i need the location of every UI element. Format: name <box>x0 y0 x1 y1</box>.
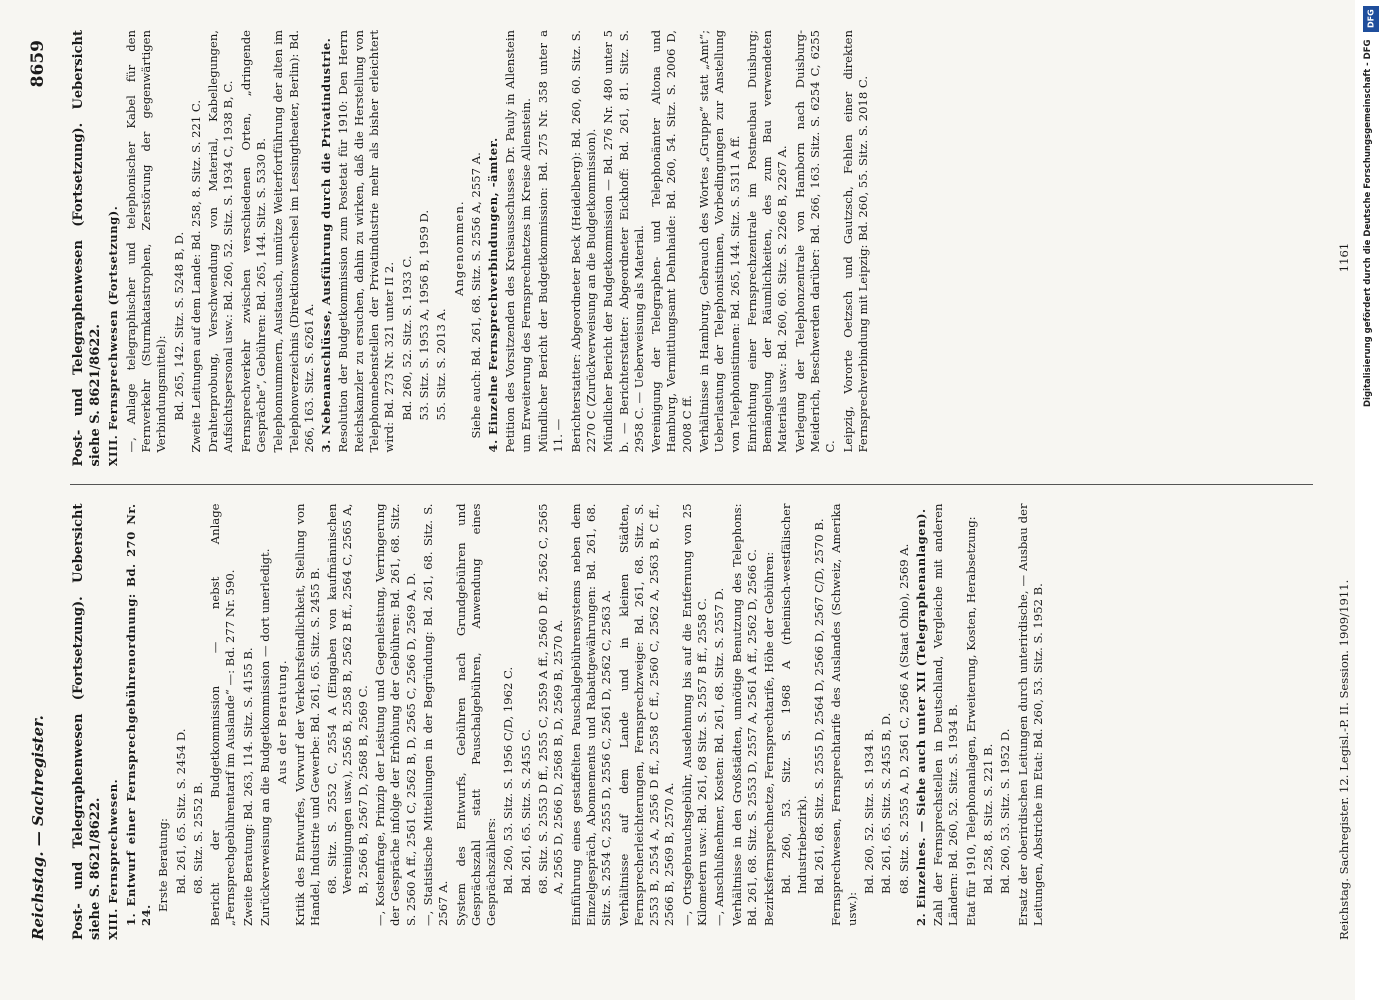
register-entry: 55. Sitz. S. 2013 A. <box>434 308 449 421</box>
register-entry: Leipzig, Vororte Oetzsch und Gautzsch, Fehlen einer direkten Fernsprechverbindung mit Leipzig: Bd. 260, 55. Sitz. S. 2018 C. <box>840 30 870 453</box>
register-entry: Verhältnisse in Hamburg, Gebrauch des Wortes „Gruppe“ statt „Amt“; Ueberlastung der Telephonistinnen, Vorbedingungen zur Anstellung von Telephonistinnen: Bd. 265, 144. Sitz. S. 5311 A ff. <box>697 30 742 453</box>
register-entry: Post- und Telegraphenwesen (Fortsetzung). Uebersicht siehe S. 8621/8622. <box>71 503 104 940</box>
digitization-note: Digitalisierung gefördert durch die Deutsche Forschungsgemeinschaft - DFG <box>1363 40 1373 408</box>
page-header <box>18 40 58 940</box>
page-number: 8659 <box>28 40 48 88</box>
register-entry: Bd. 260, 53. Sitz. S. 1968 A (rheinisch-westfälischer Industriebezirk). <box>779 503 809 894</box>
register-entry: 53. Sitz. S. 1953 A, 1956 B, 1959 D. <box>416 209 431 421</box>
register-entry: 68. Sitz. S. 2552 B. <box>190 781 205 894</box>
register-entry: 3. Nebenanschlüsse, Ausführung durch die Privatindustrie. <box>319 37 334 453</box>
register-entry: Einführung eines gestaffelten Pauschalgebührensystems neben dem Einzelgespräch, Abonnements und Rabattgewährungen: Bd. 261, 68. Sitz. S. 2554 C, 2555 D, 2556 C, 2561 D, 2562 C, 2563 A. <box>568 503 614 926</box>
left-column <box>70 504 1313 941</box>
register-entry: —, Anlage telegraphischer und telephonischer Kabel für den Fernverkehr (Sturmkatastrophen, Zerstörung der gegenwärtigen Verbindungsmittel): <box>123 30 169 453</box>
register-entry: Bd. 260, 53. Sitz. S. 1956 C/D, 1962 C. <box>501 666 516 894</box>
register-entry: System des Entwurfs, Gebühren nach Grundgebühren und Gesprächszahl statt Pauschalgebühren, Anwendung eines Gesprächszählers: <box>453 503 499 926</box>
register-entry: XIII. Fernsprechwesen. <box>106 778 121 940</box>
column-divider <box>70 485 1313 486</box>
register-entry: 2. Einzelnes. — Siehe auch unter XII (Telegraphenanlagen). <box>913 508 928 926</box>
register-entry: Zurückverweisung an die Budgetkommission — dort unerledigt. <box>257 548 272 926</box>
register-entry: Petition des Vorsitzenden des Kreisausschusses Dr. Pauly in Allenstein um Erweiterung des Fernsprechnetzes im Kreise Allenstein. <box>503 30 533 453</box>
register-entry: —, Statistische Mitteilungen in der Begründung: Bd. 261, 68. Sitz. S. 2567 A. <box>420 503 451 926</box>
footer-sheet-number: 1161 <box>1337 242 1351 273</box>
register-entry: —, Ortsgebrauchsgebühr, Ausdehnung bis auf die Entfernung von 25 Kilometern usw.: Bd. 261, 68 Sitz. S. 2557 B ff., 2558 C. <box>679 503 709 926</box>
register-entry: Resolution der Budgetkommission zum Postetat für 1910: Den Herrn Reichskanzler zu ersuchen, dahin zu wirken, daß die Herstellung von Telephonnebenstellen der Privatindustrie mehr als bisher erleichtert wird: Bd. 273 Nr. 321 unter II 2. <box>336 30 397 453</box>
register-entry: Bd. 261, 65. Sitz. S. 2455 C. <box>518 729 533 894</box>
register-entry: Angenommen. <box>451 200 466 297</box>
register-entry: Kritik des Entwurfes, Vorwurf der Verkehrsfeindlichkeit, Stellung von Handel, Industrie und Gewerbe: Bd. 261, 65. Sitz. S. 2455 B. <box>292 503 322 926</box>
footer-imprint: Reichstag. Sachregister. 12. Legisl.-P. II. Session. 1909/1911. <box>1337 579 1351 940</box>
register-entry: Ersatz der oberirdischen Leitungen durch unterirdische, — Ausbau der Leitungen, Abstriche im Etat: Bd. 260, 53. Sitz. S. 1952 B. <box>1015 503 1045 926</box>
register-entry: Aus der Beratung. <box>275 659 290 785</box>
register-entry: Telephonnummern, Austausch, unnütze Weiterfortführung der alten im Telephonverzeichnis (Direktionswechsel im Lessingtheater, Berlin): Bd. 266, 163. Sitz. S. 6261 A. <box>271 30 316 453</box>
register-entry: XIII. Fernsprechwesen (Fortsetzung). <box>106 205 121 467</box>
register-entry: Bd. 265, 142. Sitz. S. 5248 B, D. <box>171 231 186 421</box>
register-entry: 68. Sitz. S. 2553 D ff., 2555 C, 2559 A ff., 2560 D ff., 2562 C, 2565 A, 2565 D, 2566 D, 2568 B, D, 2569 B, 2570 A. <box>536 503 566 894</box>
register-entry: Bd. 261, 65. Sitz. S. 2454 D. <box>173 728 188 894</box>
register-entry: Erste Beratung: <box>156 818 171 912</box>
register-entry: Fernsprechwesen, Fernsprechtarife des Auslandes (Schweiz, Amerika usw.): <box>829 503 859 926</box>
register-entry: Berichterstatter: Abgeordneter Beck (Heidelberg): Bd. 260, 60. Sitz. S. 2270 C (Zurückverweisung an die Budgetkommission). <box>568 30 598 453</box>
register-entry: Verhältnisse in den Großstädten, unnötige Benutzung des Telephons: Bd. 261, 68. Sitz. S. 2553 D, 2557 A, 2561 A ff., 2562 D, 2566 C. <box>729 503 759 926</box>
register-entry: Siehe auch: Bd. 261, 68. Sitz. S. 2556 A, 2557 A. <box>468 152 483 439</box>
right-column <box>70 30 1313 467</box>
register-entry: Verhältnisse auf dem Lande und in kleinen Städten, Fernsprecherleichterungen, Fernsprechzweige: Bd. 261, 68. Sitz. S. 2553 B, 2554 A, 2556 D ff., 2558 C ff., 2560 C, 2562 A, 2563 B, C ff., 2566 B, 2569 B, 2570 A. <box>616 503 677 926</box>
running-title: Reichstag. — Sachregister. <box>29 715 47 940</box>
register-entry: 1. Entwurf einer Fernsprechgebührenordnung: Bd. 270 Nr. 24. <box>123 503 153 926</box>
register-entry: 68. Sitz. S. 2555 A, D, 2561 C, 2566 A (Staat Ohio), 2569 A. <box>896 543 911 894</box>
register-entry: Bericht der Budgetkommission — nebst Anlage „Fernsprechgebührentarif im Auslande“ —: Bd. 277 Nr. 590. <box>208 503 238 926</box>
register-entry: Mündlicher Bericht der Budgetkommission — Bd. 276 Nr. 480 unter 5 b. — Berichterstatter: Abgeordneter Eickhoff: Bd. 261, 81. Sitz. S. 2958 C. — Ueberweisung als Material. <box>601 30 646 453</box>
digitization-sidebar <box>1355 0 1383 1000</box>
page-footer <box>1331 30 1357 940</box>
register-entry: Bd. 260, 53. Sitz. S. 1952 D. <box>998 728 1013 894</box>
register-entry: Post- und Telegraphenwesen (Fortsetzung). Uebersicht siehe S. 8621/8622. <box>71 30 104 467</box>
register-entry: Zahl der Fernsprechstellen in Deutschland, Vergleiche mit anderen Ländern: Bd. 260, 52. Sitz. S. 1934 B. <box>931 503 961 926</box>
register-entry: —, Kostenfrage, Prinzip der Leistung und Gegenleistung, Verringerung der Gespräche infolge der Erhöhung der Gebühren: Bd. 261, 68. Sitz. S. 2560 A ff., 2561 C, 2562 B, D, 2565 C, 2566 D, 2569 A, D. <box>373 503 418 926</box>
register-entry: Bd. 260, 52. Sitz. S. 1934 B. <box>861 728 876 894</box>
register-entry: Bd. 258, 8. Sitz. S. 221 B. <box>981 743 996 894</box>
register-entry: Etat für 1910, Telephonanlagen, Erweiterung, Kosten, Herabsetzung: <box>963 516 978 926</box>
register-entry: Zweite Leitungen auf dem Lande: Bd. 258, 8. Sitz. S. 221 C. <box>188 99 203 453</box>
register-entry: Verlegung der Telephonzentrale von Hamborn nach Duisburg-Meiderich, Beschwerden darüber: Bd. 266, 163. Sitz. S. 6254 C, 6255 C. <box>792 30 838 453</box>
register-entry: Vereinigung der Telegraphen- und Telephonämter Altona und Hamburg, Vermittlungsamt Dehnhaide: Bd. 260, 54. Sitz. S. 2006 D, 2008 C ff. <box>649 30 694 453</box>
register-entry: Bd. 261, 65. Sitz. S. 2455 B, D. <box>879 712 894 894</box>
register-entry: 68. Sitz. S. 2552 C, 2554 A (Eingaben von kaufmännischen Vereinigungen usw.), 2556 B, 2558 B, 2562 B ff., 2564 C, 2565 A, B, 2566 B, 2567 D, 2568 B, 2569 C. <box>325 503 370 894</box>
register-entry: Einrichtung einer Fernsprechzentrale im Postneubau Duisburg; Bemängelung der Räumlichkeiten, des zum Bau verwendeten Materials usw.: Bd. 260, 60. Sitz. S. 2266 B, 2267 A. <box>744 30 790 453</box>
register-entry: Mündlicher Bericht der Budgetkommission: Bd. 275 Nr. 358 unter a 11. — <box>536 30 566 453</box>
text-columns <box>70 30 1313 940</box>
register-entry: Bd. 261, 68. Sitz. S. 2555 D, 2564 D, 2566 D, 2567 C/D, 2570 B. <box>812 518 827 894</box>
register-entry: Zweite Beratung: Bd. 263, 114. Sitz. S. 4155 B. <box>240 647 255 926</box>
register-entry: Bd. 260, 52. Sitz. S. 1933 C. <box>399 255 414 421</box>
register-entry: 4. Einzelne Fernsprechverbindungen, -ämter. <box>486 137 501 453</box>
register-entry: Bezirksfernsprechnetze, Fernsprechtarife, Höhe der Gebühren: <box>762 551 777 926</box>
register-entry: —, Anschlußnehmer, Kosten: Bd. 261, 68. Sitz. S. 2557 D. <box>712 587 727 926</box>
dfg-logo-icon: DFG <box>1363 6 1379 32</box>
register-entry: Fernsprechverkehr zwischen verschiedenen Orten, „dringende Gespräche“, Gebühren: Bd. 265, 144. Sitz. S. 5330 B. <box>238 30 268 453</box>
register-entry: Drahterprobung, Verschwendung von Material, Kabellegungen, Aufsichtspersonal usw.: Bd. 260, 52. Sitz. S. 1934 C, 1938 B, C. <box>206 30 236 453</box>
